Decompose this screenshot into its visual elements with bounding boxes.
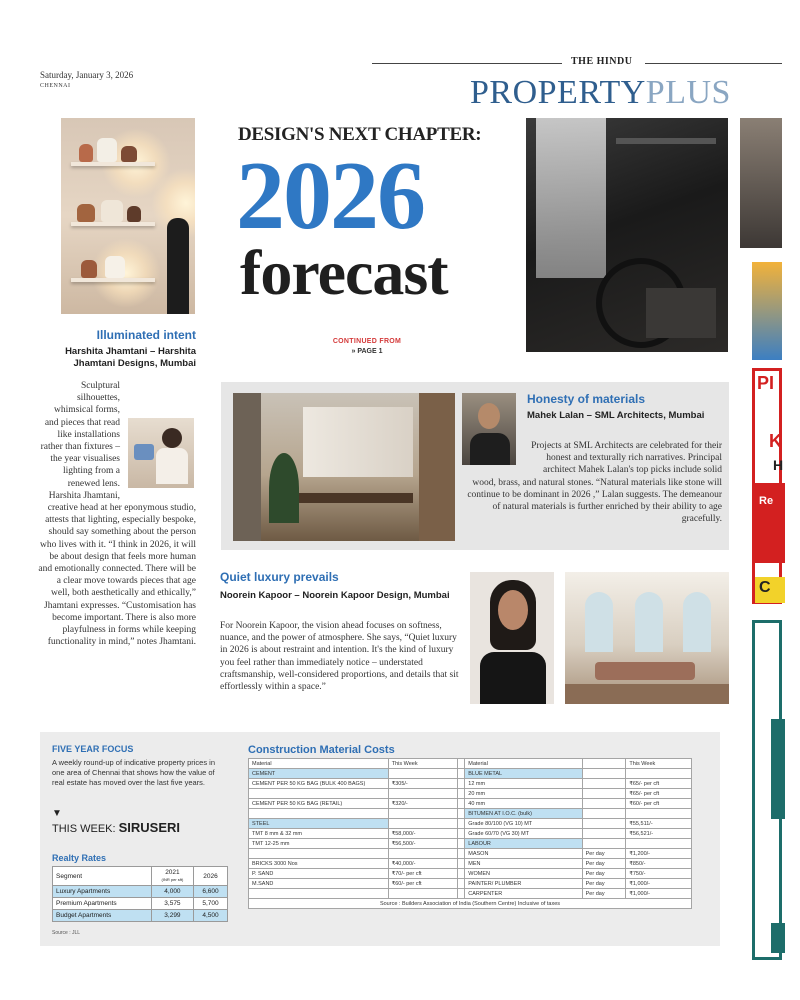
construction-cell: ₹750/- bbox=[626, 869, 692, 879]
designer-portrait bbox=[470, 572, 554, 704]
construction-cell: ₹58,000/- bbox=[388, 829, 458, 839]
construction-cell bbox=[458, 759, 465, 769]
construction-cell: CARPENTER bbox=[465, 889, 582, 899]
construction-cell bbox=[458, 839, 465, 849]
date-text: Saturday, January 3, 2026 bbox=[40, 70, 134, 80]
construction-cell bbox=[582, 779, 626, 789]
construction-cell bbox=[388, 809, 458, 819]
issue-date bbox=[40, 70, 133, 92]
article-2-text: Projects at SML Architects are celebrated for their honest and texturally rich narratives. Principal architect Mahek Lalan's top picks include solid wood, brass, and natural stones. “Natural materials like stone will continue to be dominant in 2026 ,” Lalan suggests. The demeanour of natural materials is further enriched by their ability to age gracefully. bbox=[467, 441, 722, 525]
construction-cell: ₹1,200/- bbox=[626, 849, 692, 859]
masthead-rule-right bbox=[645, 63, 782, 64]
construction-costs-title: Construction Material Costs bbox=[248, 744, 395, 756]
construction-costs-table bbox=[248, 758, 692, 909]
edge-photo-top bbox=[740, 118, 782, 248]
construction-cell: 12 mm bbox=[465, 779, 582, 789]
construction-cell: Grade 80/100 (VG 10) MT bbox=[465, 819, 582, 829]
construction-cell: CEMENT bbox=[249, 769, 389, 779]
paper-name: THE HINDU bbox=[567, 56, 636, 67]
realty-header-row bbox=[53, 867, 228, 886]
table-row bbox=[53, 886, 228, 898]
article-2-title: Honesty of materials bbox=[527, 392, 646, 406]
realty-cell: 4,500 bbox=[193, 910, 227, 922]
article-3-body: For Noorein Kapoor, the vision ahead focuses on softness, nuance, and the power of atmosphere. She says, “Quiet luxury in 2026 is about restraint and intention. It's the kind of luxury you feel rather than immediately notice – understated craftsmanship, well-considered proportions, and details that sit effortlessly within a space.” bbox=[220, 621, 459, 693]
construction-cell: ₹1,000/- bbox=[626, 879, 692, 889]
construction-cell: Grade 60/70 (VG 30) MT bbox=[465, 829, 582, 839]
construction-cell: ₹320/- bbox=[388, 799, 458, 809]
construction-cell bbox=[249, 889, 389, 899]
table-row bbox=[249, 829, 692, 839]
construction-cell: BLUE METAL bbox=[465, 769, 582, 779]
construction-cell: TMT 8 mm & 32 mm bbox=[249, 829, 389, 839]
this-week-label: THIS WEEK: bbox=[52, 823, 116, 835]
construction-cell bbox=[582, 809, 626, 819]
construction-cell: ₹305/- bbox=[388, 779, 458, 789]
construction-cell bbox=[388, 819, 458, 829]
living-room-photo bbox=[233, 393, 455, 541]
brand-property: PROPERTY bbox=[470, 74, 646, 111]
edge-ad-text-4: Re bbox=[759, 495, 774, 507]
construction-cell bbox=[582, 759, 626, 769]
designer-photo bbox=[128, 418, 194, 488]
table-row bbox=[249, 759, 692, 769]
construction-cell: ₹65/- per cft bbox=[626, 779, 692, 789]
edge-ad-red bbox=[752, 368, 782, 604]
table-row bbox=[249, 769, 692, 779]
construction-cell: Material bbox=[249, 759, 389, 769]
construction-cell: M.SAND bbox=[249, 879, 389, 889]
realty-sub-header: (INR per sft) bbox=[161, 877, 184, 882]
construction-cell: ₹60/- per cft bbox=[626, 799, 692, 809]
construction-cell: This Week bbox=[388, 759, 458, 769]
construction-cell bbox=[458, 809, 465, 819]
construction-cell bbox=[458, 889, 465, 899]
construction-cell bbox=[582, 829, 626, 839]
construction-cell: ₹56,500/- bbox=[388, 839, 458, 849]
article-3-byline: Noorein Kapoor – Noorein Kapoor Design, Mumbai bbox=[220, 590, 450, 601]
table-row bbox=[249, 879, 692, 889]
construction-cell: ₹55,511/- bbox=[626, 819, 692, 829]
construction-cell bbox=[249, 789, 389, 799]
realty-cell: 5,700 bbox=[193, 898, 227, 910]
construction-cell bbox=[388, 889, 458, 899]
staircase-interior-photo bbox=[526, 118, 728, 352]
construction-cell: LABOUR bbox=[465, 839, 582, 849]
this-week-area: SIRUSERI bbox=[118, 820, 181, 835]
construction-cell bbox=[626, 839, 692, 849]
down-arrow-icon: ▼ bbox=[52, 808, 62, 819]
construction-cell: ₹850/- bbox=[626, 859, 692, 869]
realty-header-2021-text: 2021 bbox=[165, 869, 180, 876]
table-row bbox=[249, 889, 692, 899]
realty-rates-title: Realty Rates bbox=[52, 853, 107, 863]
construction-cell bbox=[458, 849, 465, 859]
table-row bbox=[249, 839, 692, 849]
continued-label: CONTINUED FROM bbox=[332, 338, 402, 345]
city-text: CHENNAI bbox=[40, 83, 71, 89]
construction-cell: Per day bbox=[582, 849, 626, 859]
continued-page: » PAGE 1 bbox=[351, 348, 383, 355]
construction-cell: Per day bbox=[582, 859, 626, 869]
article-3-title: Quiet luxury prevails bbox=[220, 570, 339, 584]
construction-cell bbox=[458, 829, 465, 839]
construction-cell bbox=[458, 869, 465, 879]
table-row bbox=[249, 849, 692, 859]
realty-source: Source : JLL bbox=[52, 930, 81, 936]
construction-cell: Per day bbox=[582, 889, 626, 899]
construction-cell: 20 mm bbox=[465, 789, 582, 799]
construction-source: Source : Builders Association of India (Southern Centre) Inclusive of taxes bbox=[249, 899, 692, 909]
construction-cell bbox=[582, 769, 626, 779]
article-1-byline: Harshita Jhamtani – Harshita Jhamtani Designs, Mumbai bbox=[65, 346, 196, 369]
construction-cell bbox=[582, 839, 626, 849]
realty-header-2026: 2026 bbox=[193, 867, 227, 886]
table-row bbox=[249, 789, 692, 799]
construction-cell bbox=[626, 809, 692, 819]
realty-cell: 4,000 bbox=[151, 886, 193, 898]
construction-cell bbox=[626, 769, 692, 779]
construction-cell: ₹65/- per cft bbox=[626, 789, 692, 799]
construction-cell: ₹60/- per cft bbox=[388, 879, 458, 889]
construction-cell: BRICKS 3000 Nos bbox=[249, 859, 389, 869]
construction-cell bbox=[458, 879, 465, 889]
construction-cell: STEEL bbox=[249, 819, 389, 829]
construction-cell bbox=[582, 819, 626, 829]
article-1-text: Sculptural silhouettes, whimsical forms, and pieces that read like installations rather than fixtures – the year visualises lighting from a renewed lens. Harshita Jhamtani, creative head at her eponymous studio, attests that lighting, especially bespoke, should say something about the person who lives with it. “I think in 2026, it will be about design that feels more human and emotionally connected. There will be a clear move towards pieces that age well, both aesthetically and ethically,” Jhamtani expresses. “Customisation has become important. There is also more playfulness in forms while keeping functionality in mind,” notes Jhamtani. bbox=[38, 381, 196, 648]
headline-kicker: DESIGN'S NEXT CHAPTER: bbox=[238, 124, 482, 145]
table-row bbox=[53, 910, 228, 922]
construction-cell bbox=[458, 769, 465, 779]
construction-cell bbox=[249, 849, 389, 859]
headline-word: forecast bbox=[240, 237, 448, 308]
table-row bbox=[249, 799, 692, 809]
classic-drawing-room-photo bbox=[565, 572, 729, 704]
edge-ad-text-2: K bbox=[769, 431, 782, 451]
realty-header-segment: Segment bbox=[53, 867, 152, 886]
construction-cell bbox=[458, 779, 465, 789]
table-row bbox=[249, 869, 692, 879]
construction-cell bbox=[582, 799, 626, 809]
construction-cell: TMT 12-25 mm bbox=[249, 839, 389, 849]
headline-year: 2026 bbox=[236, 142, 424, 250]
construction-cell bbox=[582, 789, 626, 799]
realty-cell: Budget Apartments bbox=[53, 910, 152, 922]
construction-cell: Material bbox=[465, 759, 582, 769]
construction-cell bbox=[458, 859, 465, 869]
masthead-rule-left bbox=[372, 63, 562, 64]
construction-cell: Per day bbox=[582, 869, 626, 879]
realty-cell: 3,575 bbox=[151, 898, 193, 910]
edge-ad-text-1: PI bbox=[757, 373, 775, 393]
construction-cell bbox=[388, 849, 458, 859]
brand-plus: PLUS bbox=[645, 74, 731, 111]
construction-cell bbox=[458, 819, 465, 829]
realty-header-2021 bbox=[151, 867, 193, 886]
table-row bbox=[249, 859, 692, 869]
table-row bbox=[249, 809, 692, 819]
table-row bbox=[249, 819, 692, 829]
construction-cell: PAINTER/ PLUMBER bbox=[465, 879, 582, 889]
construction-cell: This Week bbox=[626, 759, 692, 769]
edge-ad-text-3: H bbox=[773, 457, 784, 473]
construction-cell bbox=[249, 809, 389, 819]
edge-ad-text-5: C bbox=[759, 579, 771, 596]
article-2-byline: Mahek Lalan – SML Architects, Mumbai bbox=[527, 410, 705, 421]
construction-cell: CEMENT PER 50 KG BAG (BULK 400 BAGS) bbox=[249, 779, 389, 789]
five-year-title: FIVE YEAR FOCUS bbox=[52, 744, 134, 754]
realty-cell: 3,299 bbox=[151, 910, 193, 922]
table-row bbox=[249, 779, 692, 789]
construction-cell bbox=[458, 799, 465, 809]
article-1-title: Illuminated intent bbox=[96, 328, 196, 342]
construction-cell: 40 mm bbox=[465, 799, 582, 809]
construction-cell: CEMENT PER 50 KG BAG (RETAIL) bbox=[249, 799, 389, 809]
construction-cell: BITUMEN AT I.O.C. (bulk) bbox=[465, 809, 582, 819]
article-2-body bbox=[462, 440, 722, 525]
realty-cell: Luxury Apartments bbox=[53, 886, 152, 898]
construction-cell bbox=[388, 769, 458, 779]
construction-cell: ₹40,000/- bbox=[388, 859, 458, 869]
section-brand bbox=[470, 74, 731, 112]
construction-cell bbox=[388, 789, 458, 799]
construction-cell: ₹56,521/- bbox=[626, 829, 692, 839]
realty-cell: 6,600 bbox=[193, 886, 227, 898]
realty-rates-table bbox=[52, 866, 228, 922]
realty-cell: Premium Apartments bbox=[53, 898, 152, 910]
table-row bbox=[249, 899, 692, 909]
construction-cell: ₹1,000/- bbox=[626, 889, 692, 899]
construction-cell: Per day bbox=[582, 879, 626, 889]
this-week bbox=[52, 820, 180, 835]
construction-cell: P. SAND bbox=[249, 869, 389, 879]
construction-cell: ₹70/- per cft bbox=[388, 869, 458, 879]
construction-cell bbox=[458, 789, 465, 799]
table-row bbox=[53, 898, 228, 910]
edge-ad-green bbox=[752, 620, 782, 960]
construction-cell: MEN bbox=[465, 859, 582, 869]
shelf-lighting-photo bbox=[61, 118, 195, 314]
construction-cell: WOMEN bbox=[465, 869, 582, 879]
edge-ad-building bbox=[752, 262, 782, 360]
five-year-text: A weekly round-up of indicative property prices in one area of Chennai that shows how the value of real estate has moved over the last five years. bbox=[52, 758, 216, 787]
construction-cell: MASON bbox=[465, 849, 582, 859]
